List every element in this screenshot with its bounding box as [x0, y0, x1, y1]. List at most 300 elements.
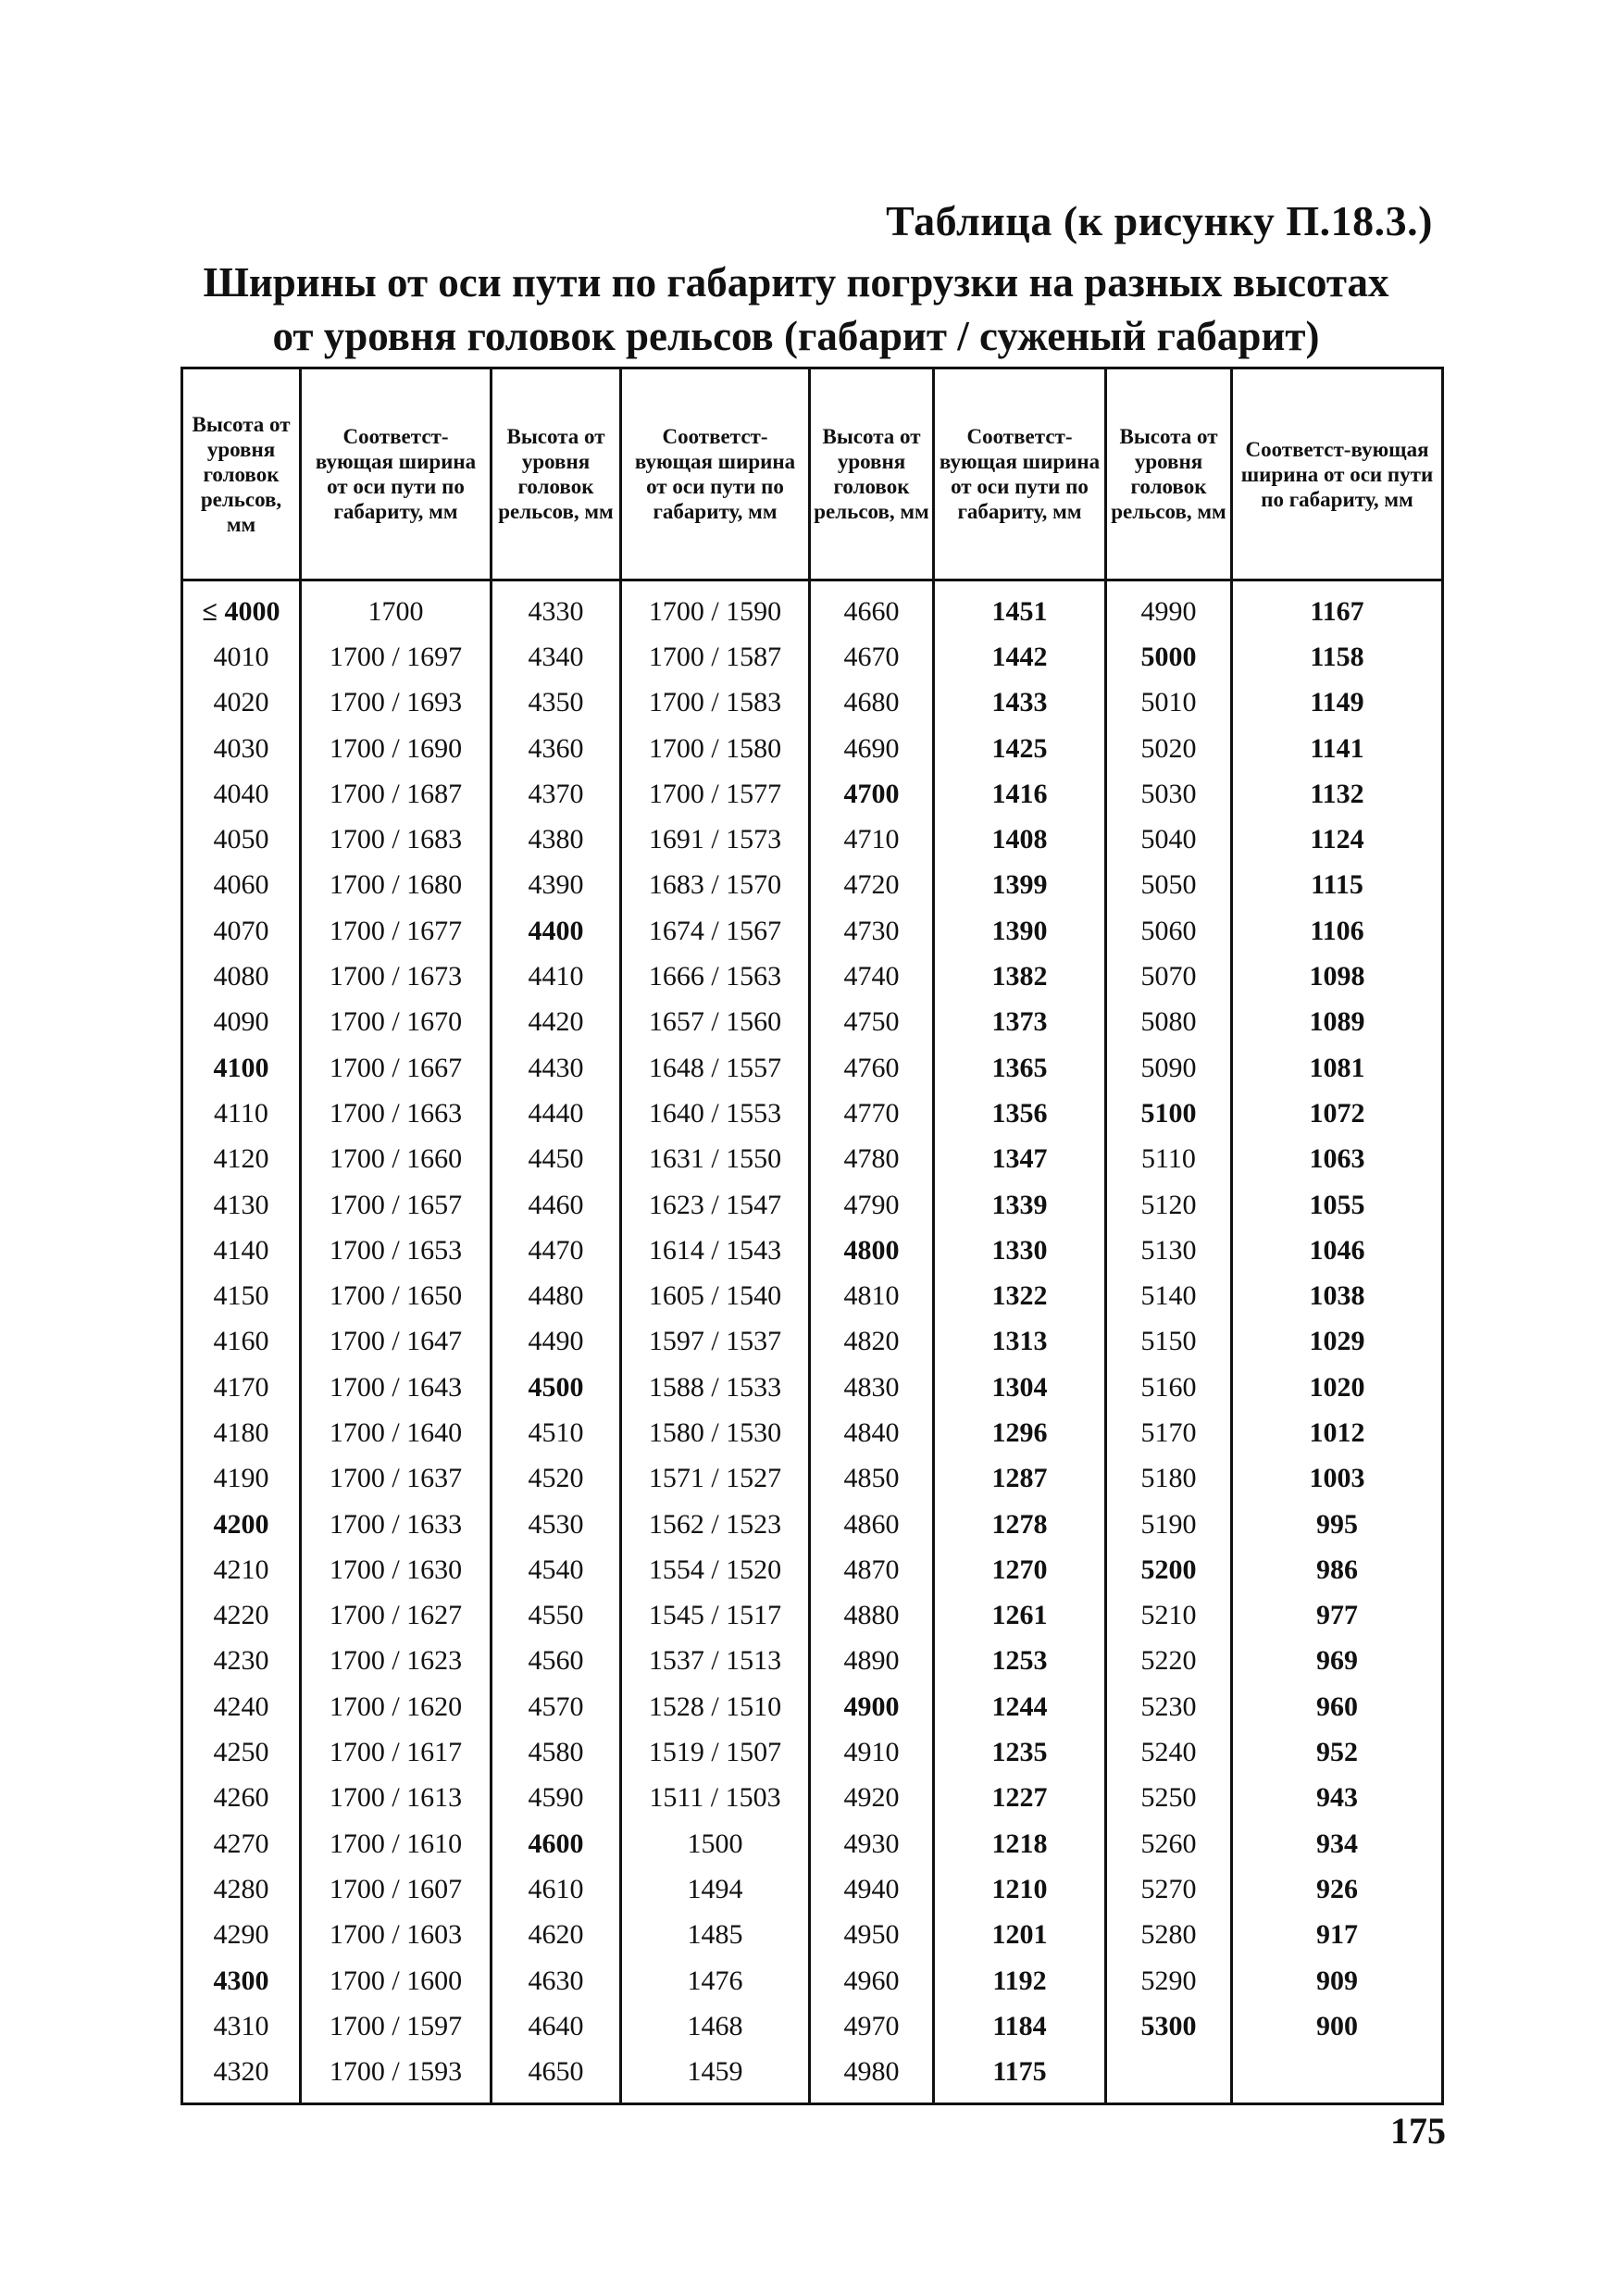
height-cell: 4270: [182, 1821, 301, 1866]
width-cell: 986: [1232, 1547, 1443, 1592]
width-cell: 1081: [1232, 1045, 1443, 1091]
height-cell: 4380: [492, 817, 621, 862]
width-cell: 1158: [1232, 634, 1443, 680]
height-cell: 4850: [810, 1456, 934, 1502]
table-row: [182, 1729, 1443, 1775]
width-cell: 1115: [1232, 863, 1443, 908]
width-cell: 1700 / 1587: [621, 634, 810, 680]
width-cell: 1700 / 1623: [301, 1639, 492, 1684]
height-cell: 4940: [810, 1866, 934, 1912]
height-cell: 4410: [492, 954, 621, 999]
width-cell: 977: [1232, 1593, 1443, 1639]
height-cell: 4820: [810, 1319, 934, 1365]
width-cell: 1700: [301, 580, 492, 635]
height-cell: 4670: [810, 634, 934, 680]
table-row: [182, 1684, 1443, 1729]
width-cell: 1700 / 1690: [301, 726, 492, 771]
height-cell: 4660: [810, 580, 934, 635]
height-cell: 5060: [1106, 908, 1232, 954]
height-cell: 5160: [1106, 1365, 1232, 1410]
width-cell: 1528 / 1510: [621, 1684, 810, 1729]
table-row: [182, 1137, 1443, 1182]
height-cell: 5010: [1106, 680, 1232, 726]
width-cell: 934: [1232, 1821, 1443, 1866]
height-cell: 4960: [810, 1958, 934, 2003]
width-cell: 1700 / 1620: [301, 1684, 492, 1729]
height-cell: 4250: [182, 1729, 301, 1775]
height-cell: 4070: [182, 908, 301, 954]
height-cell: 4650: [492, 2050, 621, 2104]
page-number: 175: [1390, 2110, 1446, 2152]
table-title: [148, 256, 1444, 363]
height-cell: 5020: [1106, 726, 1232, 771]
width-cell: 1511 / 1503: [621, 1776, 810, 1821]
header-width: Соответст-вующая ширина от оси пути по габариту, мм: [1232, 368, 1443, 580]
height-cell: 4430: [492, 1045, 621, 1091]
width-cell: 1012: [1232, 1410, 1443, 1455]
width-cell: 1425: [934, 726, 1106, 771]
height-cell: 4800: [810, 1228, 934, 1273]
width-cell: 1296: [934, 1410, 1106, 1455]
width-cell: 1442: [934, 634, 1106, 680]
width-cell: 1700 / 1663: [301, 1091, 492, 1136]
height-cell: 5000: [1106, 634, 1232, 680]
width-cell: 1700 / 1627: [301, 1593, 492, 1639]
width-cell: 1700 / 1660: [301, 1137, 492, 1182]
width-cell: 1700 / 1687: [301, 771, 492, 817]
height-cell: 4230: [182, 1639, 301, 1684]
table-row: [182, 1319, 1443, 1365]
width-cell: 1674 / 1567: [621, 908, 810, 954]
table-row: [182, 726, 1443, 771]
width-cell: 1537 / 1513: [621, 1639, 810, 1684]
width-cell: 1408: [934, 817, 1106, 862]
height-cell: 4620: [492, 1913, 621, 1958]
height-cell: 4680: [810, 680, 934, 726]
height-cell: 5090: [1106, 1045, 1232, 1091]
width-cell: 1175: [934, 2050, 1106, 2104]
height-cell: 4690: [810, 726, 934, 771]
height-cell: 4610: [492, 1866, 621, 1912]
width-cell: 1562 / 1523: [621, 1502, 810, 1547]
height-cell: 4780: [810, 1137, 934, 1182]
height-cell: 4180: [182, 1410, 301, 1455]
height-cell: 4010: [182, 634, 301, 680]
table-body: [182, 580, 1443, 2104]
width-cell: 1227: [934, 1776, 1106, 1821]
height-cell: 4580: [492, 1729, 621, 1775]
width-cell: 952: [1232, 1729, 1443, 1775]
width-cell: 1046: [1232, 1228, 1443, 1273]
header-height: Высота от уровня головок рельсов, мм: [492, 368, 621, 580]
width-cell: 900: [1232, 2003, 1443, 2049]
width-cell: 1640 / 1553: [621, 1091, 810, 1136]
width-cell: 1278: [934, 1502, 1106, 1547]
width-cell: 1106: [1232, 908, 1443, 954]
width-cell: 1003: [1232, 1456, 1443, 1502]
table-row: [182, 1821, 1443, 1866]
height-cell: 4100: [182, 1045, 301, 1091]
height-cell: 4720: [810, 863, 934, 908]
table-row: [182, 1913, 1443, 1958]
width-cell: 1700 / 1630: [301, 1547, 492, 1592]
width-cell: 1098: [1232, 954, 1443, 999]
height-cell: 4090: [182, 1000, 301, 1045]
height-cell: 4300: [182, 1958, 301, 2003]
height-cell: 4920: [810, 1776, 934, 1821]
width-cell: 1700 / 1653: [301, 1228, 492, 1273]
table-row: [182, 1091, 1443, 1136]
width-cell: 960: [1232, 1684, 1443, 1729]
table-row: [182, 1776, 1443, 1821]
height-cell: 4370: [492, 771, 621, 817]
width-cell: 1700 / 1650: [301, 1273, 492, 1318]
height-cell: 5220: [1106, 1639, 1232, 1684]
height-cell: 5130: [1106, 1228, 1232, 1273]
width-cell: 969: [1232, 1639, 1443, 1684]
width-cell: 1700 / 1603: [301, 1913, 492, 1958]
height-cell: 4120: [182, 1137, 301, 1182]
table-row: [182, 1182, 1443, 1228]
width-cell: 1330: [934, 1228, 1106, 1273]
width-cell: 1038: [1232, 1273, 1443, 1318]
height-cell: 4050: [182, 817, 301, 862]
height-cell: 5170: [1106, 1410, 1232, 1455]
height-cell: 4870: [810, 1547, 934, 1592]
table-row: [182, 771, 1443, 817]
header-row: [182, 368, 1443, 580]
table-row: [182, 954, 1443, 999]
height-cell: 5200: [1106, 1547, 1232, 1592]
height-cell: 4750: [810, 1000, 934, 1045]
header-width: Соответст-вующая ширина от оси пути по габариту, мм: [301, 368, 492, 580]
height-cell: 5140: [1106, 1273, 1232, 1318]
table-row: [182, 863, 1443, 908]
height-cell: 4640: [492, 2003, 621, 2049]
width-cell: 1700 / 1667: [301, 1045, 492, 1091]
width-cell: 1149: [1232, 680, 1443, 726]
height-cell: 4290: [182, 1913, 301, 1958]
width-cell: 1313: [934, 1319, 1106, 1365]
height-cell: 5110: [1106, 1137, 1232, 1182]
width-cell: 1287: [934, 1456, 1106, 1502]
width-cell: 909: [1232, 1958, 1443, 2003]
height-cell: 4980: [810, 2050, 934, 2104]
width-cell: 1700 / 1617: [301, 1729, 492, 1775]
width-cell: 1476: [621, 1958, 810, 2003]
height-cell: 5230: [1106, 1684, 1232, 1729]
height-cell: 5210: [1106, 1593, 1232, 1639]
height-cell: 4970: [810, 2003, 934, 2049]
width-cell: 1700 / 1593: [301, 2050, 492, 2104]
table-row: [182, 1866, 1443, 1912]
width-cell: 1339: [934, 1182, 1106, 1228]
height-cell: 4630: [492, 1958, 621, 2003]
width-cell: 1304: [934, 1365, 1106, 1410]
table-row: [182, 1456, 1443, 1502]
height-cell: 4740: [810, 954, 934, 999]
width-cell: 1700 / 1647: [301, 1319, 492, 1365]
width-cell: 1683 / 1570: [621, 863, 810, 908]
width-cell: 1700 / 1693: [301, 680, 492, 726]
width-cell: 1700 / 1580: [621, 726, 810, 771]
table-row: [182, 1547, 1443, 1592]
table-row: [182, 1000, 1443, 1045]
height-cell: 4460: [492, 1182, 621, 1228]
height-cell: 4440: [492, 1091, 621, 1136]
table-row: [182, 2050, 1443, 2104]
height-cell: 4040: [182, 771, 301, 817]
width-cell: 1554 / 1520: [621, 1547, 810, 1592]
height-cell: 5080: [1106, 1000, 1232, 1045]
width-cell: 1648 / 1557: [621, 1045, 810, 1091]
height-cell: 4060: [182, 863, 301, 908]
width-cell: 1500: [621, 1821, 810, 1866]
width-cell: 1244: [934, 1684, 1106, 1729]
width-cell: 917: [1232, 1913, 1443, 1958]
height-cell: 5190: [1106, 1502, 1232, 1547]
height-cell: 4710: [810, 817, 934, 862]
height-cell: 4170: [182, 1365, 301, 1410]
table-row: [182, 1593, 1443, 1639]
width-cell: 1623 / 1547: [621, 1182, 810, 1228]
width-cell: 1588 / 1533: [621, 1365, 810, 1410]
height-cell: 4030: [182, 726, 301, 771]
width-cell: 1029: [1232, 1319, 1443, 1365]
table-row: [182, 634, 1443, 680]
height-cell: 4840: [810, 1410, 934, 1455]
header-width: Соответст-вующая ширина от оси пути по габариту, мм: [934, 368, 1106, 580]
height-cell: 4510: [492, 1410, 621, 1455]
height-cell: 4210: [182, 1547, 301, 1592]
height-cell: 4600: [492, 1821, 621, 1866]
height-cell: 4540: [492, 1547, 621, 1592]
height-cell: 4730: [810, 908, 934, 954]
height-cell: 5270: [1106, 1866, 1232, 1912]
header-height: Высота от уровня головок рельсов, мм: [182, 368, 301, 580]
width-cell: 1132: [1232, 771, 1443, 817]
title-line-1: Ширины от оси пути по габариту погрузки на разных высотах: [203, 259, 1389, 306]
height-cell: 4330: [492, 580, 621, 635]
width-cell: 1201: [934, 1913, 1106, 1958]
width-cell: 1597 / 1537: [621, 1319, 810, 1365]
height-cell: 5290: [1106, 1958, 1232, 2003]
height-cell: 4520: [492, 1456, 621, 1502]
width-cell: 995: [1232, 1502, 1443, 1547]
height-cell: 4550: [492, 1593, 621, 1639]
width-cell: 1700 / 1643: [301, 1365, 492, 1410]
height-cell: 5260: [1106, 1821, 1232, 1866]
width-cell: 1700 / 1673: [301, 954, 492, 999]
table-row: [182, 1045, 1443, 1091]
height-cell: 4810: [810, 1273, 934, 1318]
height-cell: 4350: [492, 680, 621, 726]
width-cell: 1519 / 1507: [621, 1729, 810, 1775]
height-cell: 4570: [492, 1684, 621, 1729]
width-cell: 1072: [1232, 1091, 1443, 1136]
height-cell: 4590: [492, 1776, 621, 1821]
width-cell: 1218: [934, 1821, 1106, 1866]
width-cell: 1700 / 1670: [301, 1000, 492, 1045]
width-cell: 1580 / 1530: [621, 1410, 810, 1455]
width-cell: 1700 / 1600: [301, 1958, 492, 2003]
height-cell: 5120: [1106, 1182, 1232, 1228]
height-cell: 4160: [182, 1319, 301, 1365]
height-cell: ≤ 4000: [182, 580, 301, 635]
width-cell: 1089: [1232, 1000, 1443, 1045]
width-cell: 1691 / 1573: [621, 817, 810, 862]
width-cell: 1666 / 1563: [621, 954, 810, 999]
width-cell: 1700 / 1637: [301, 1456, 492, 1502]
header-height: Высота от уровня головок рельсов, мм: [1106, 368, 1232, 580]
height-cell: 4130: [182, 1182, 301, 1228]
width-cell: 1700 / 1677: [301, 908, 492, 954]
width-cell: 1468: [621, 2003, 810, 2049]
height-cell: 4260: [182, 1776, 301, 1821]
height-cell: 4860: [810, 1502, 934, 1547]
width-cell: 1124: [1232, 817, 1443, 862]
height-cell: 4240: [182, 1684, 301, 1729]
height-cell: 4200: [182, 1502, 301, 1547]
width-cell: 1020: [1232, 1365, 1443, 1410]
width-cell: 1210: [934, 1866, 1106, 1912]
width-cell: 1192: [934, 1958, 1106, 2003]
table-row: [182, 1958, 1443, 2003]
width-cell: 1700 / 1577: [621, 771, 810, 817]
width-cell: 1322: [934, 1273, 1106, 1318]
width-cell: [1232, 2050, 1443, 2104]
table-row: [182, 817, 1443, 862]
table-row: [182, 1365, 1443, 1410]
table-row: [182, 1228, 1443, 1273]
width-cell: 1373: [934, 1000, 1106, 1045]
width-cell: 1382: [934, 954, 1106, 999]
height-cell: 5100: [1106, 1091, 1232, 1136]
width-cell: 1700 / 1607: [301, 1866, 492, 1912]
height-cell: 4790: [810, 1182, 934, 1228]
width-cell: 1253: [934, 1639, 1106, 1684]
height-cell: 4110: [182, 1091, 301, 1136]
width-cell: 1235: [934, 1729, 1106, 1775]
width-cell: 1700 / 1657: [301, 1182, 492, 1228]
width-cell: 1459: [621, 2050, 810, 2104]
width-cell: 1700 / 1610: [301, 1821, 492, 1866]
table-row: [182, 908, 1443, 954]
widths-table: [180, 367, 1444, 2105]
height-cell: 5180: [1106, 1456, 1232, 1502]
height-cell: [1106, 2050, 1232, 2104]
width-cell: 1700 / 1680: [301, 863, 492, 908]
height-cell: 5240: [1106, 1729, 1232, 1775]
width-cell: 1700 / 1613: [301, 1776, 492, 1821]
height-cell: 4470: [492, 1228, 621, 1273]
width-cell: 926: [1232, 1866, 1443, 1912]
table-row: [182, 1273, 1443, 1318]
height-cell: 5150: [1106, 1319, 1232, 1365]
height-cell: 5040: [1106, 817, 1232, 862]
width-cell: 1184: [934, 2003, 1106, 2049]
height-cell: 4490: [492, 1319, 621, 1365]
height-cell: 4320: [182, 2050, 301, 2104]
height-cell: 4150: [182, 1273, 301, 1318]
height-cell: 5250: [1106, 1776, 1232, 1821]
width-cell: 1347: [934, 1137, 1106, 1182]
height-cell: 4990: [1106, 580, 1232, 635]
table-row: [182, 1639, 1443, 1684]
width-cell: 1700 / 1597: [301, 2003, 492, 2049]
width-cell: 1605 / 1540: [621, 1273, 810, 1318]
width-cell: 1614 / 1543: [621, 1228, 810, 1273]
height-cell: 5050: [1106, 863, 1232, 908]
height-cell: 4360: [492, 726, 621, 771]
width-cell: 1700 / 1633: [301, 1502, 492, 1547]
height-cell: 4910: [810, 1729, 934, 1775]
table-row: [182, 680, 1443, 726]
table-row: [182, 1502, 1443, 1547]
height-cell: 4310: [182, 2003, 301, 2049]
width-cell: 1494: [621, 1866, 810, 1912]
header-width: Соответст-вующая ширина от оси пути по габариту, мм: [621, 368, 810, 580]
title-line-2: от уровня головок рельсов (габарит / суженый габарит): [272, 313, 1320, 359]
width-cell: 1700 / 1590: [621, 580, 810, 635]
width-cell: 1356: [934, 1091, 1106, 1136]
height-cell: 4500: [492, 1365, 621, 1410]
width-cell: 1063: [1232, 1137, 1443, 1182]
width-cell: 1700 / 1683: [301, 817, 492, 862]
width-cell: 1270: [934, 1547, 1106, 1592]
width-cell: 1365: [934, 1045, 1106, 1091]
header-height: Высота от уровня головок рельсов, мм: [810, 368, 934, 580]
table-row: [182, 580, 1443, 635]
height-cell: 4420: [492, 1000, 621, 1045]
width-cell: 1399: [934, 863, 1106, 908]
height-cell: 4450: [492, 1137, 621, 1182]
width-cell: 1451: [934, 580, 1106, 635]
height-cell: 5070: [1106, 954, 1232, 999]
height-cell: 4140: [182, 1228, 301, 1273]
height-cell: 4930: [810, 1821, 934, 1866]
height-cell: 4340: [492, 634, 621, 680]
width-cell: 1167: [1232, 580, 1443, 635]
width-cell: 1657 / 1560: [621, 1000, 810, 1045]
height-cell: 4080: [182, 954, 301, 999]
height-cell: 4480: [492, 1273, 621, 1318]
height-cell: 4560: [492, 1639, 621, 1684]
height-cell: 4900: [810, 1684, 934, 1729]
width-cell: 1631 / 1550: [621, 1137, 810, 1182]
height-cell: 5300: [1106, 2003, 1232, 2049]
height-cell: 4830: [810, 1365, 934, 1410]
table-label: Таблица (к рисунку П.18.3.): [886, 197, 1433, 244]
width-cell: 1261: [934, 1593, 1106, 1639]
width-cell: 943: [1232, 1776, 1443, 1821]
height-cell: 4020: [182, 680, 301, 726]
height-cell: 4950: [810, 1913, 934, 1958]
height-cell: 5030: [1106, 771, 1232, 817]
height-cell: 4880: [810, 1593, 934, 1639]
width-cell: 1390: [934, 908, 1106, 954]
width-cell: 1433: [934, 680, 1106, 726]
width-cell: 1700 / 1697: [301, 634, 492, 680]
height-cell: 4400: [492, 908, 621, 954]
height-cell: 4530: [492, 1502, 621, 1547]
width-cell: 1545 / 1517: [621, 1593, 810, 1639]
width-cell: 1141: [1232, 726, 1443, 771]
width-cell: 1416: [934, 771, 1106, 817]
width-cell: 1700 / 1640: [301, 1410, 492, 1455]
height-cell: 4390: [492, 863, 621, 908]
height-cell: 4190: [182, 1456, 301, 1502]
